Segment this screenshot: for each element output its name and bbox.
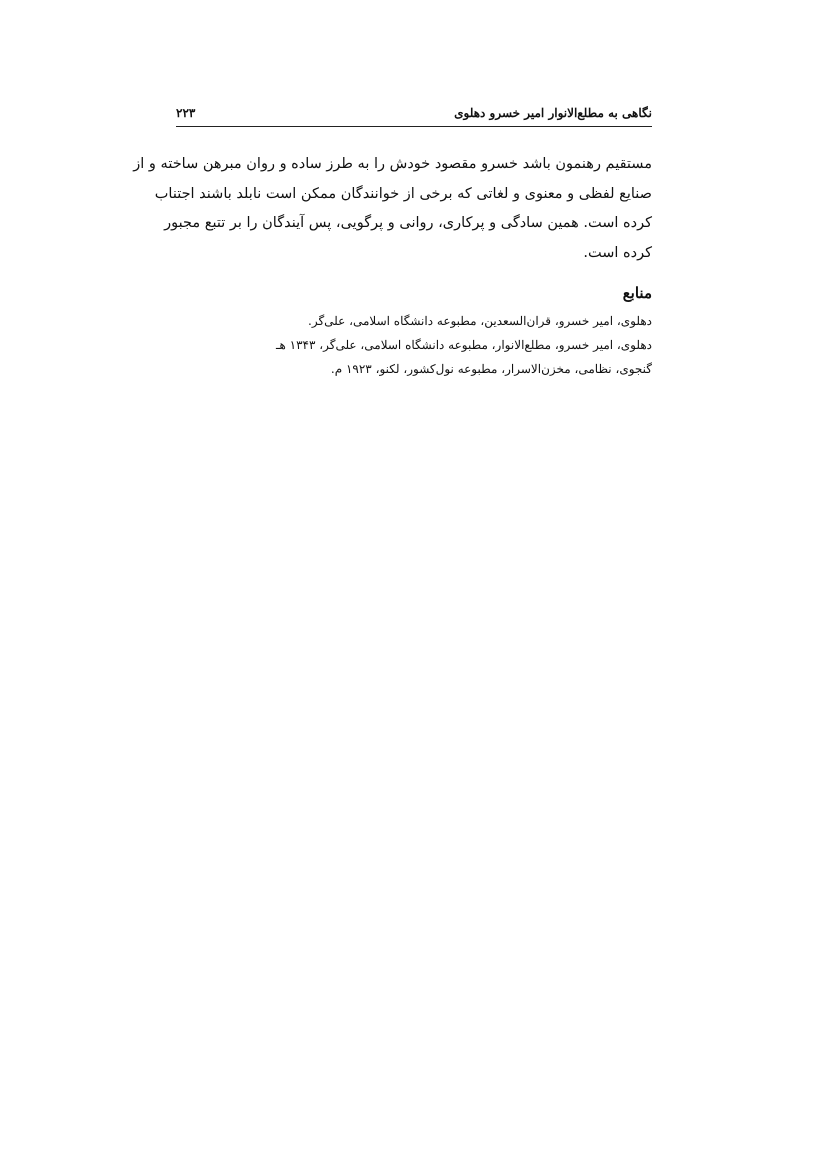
- body-paragraph: [133, 150, 652, 268]
- reference-item: دهلوی، امیر خسرو، قران‌السعدین، مطبوعه دانشگاه اسلامی، علی‌گر.: [308, 314, 652, 328]
- body-line: کرده است.: [583, 244, 652, 261]
- running-header: [176, 104, 652, 127]
- references-heading: منابع: [622, 284, 652, 302]
- reference-item: دهلوی، امیر خسرو، مطلع‌الانوار، مطبوعه دانشگاه اسلامی، علی‌گر، ۱۳۴۳ هـ: [275, 338, 652, 352]
- body-line: مستقیم رهنمون باشد خسرو مقصود خودش را به طرز ساده و روان مبرهن ساخته و از: [133, 156, 652, 172]
- reference-item: گنجوی، نظامی، مخزن‌الاسرار، مطبوعه نول‌کشور، لکنو، ۱۹۲۳ م.: [330, 362, 652, 376]
- running-title: نگاهی به مطلع‌الانوار امیر خسرو دهلوی: [454, 106, 652, 120]
- references-list: [172, 309, 652, 381]
- page-number: ۲۲۳: [176, 106, 196, 120]
- body-line: صنایع لفظی و معنوی و لغاتی که برخی از خوانندگان ممکن است نابلد باشند اجتناب: [154, 185, 652, 202]
- body-line: کرده است. همین سادگی و پرکاری، روانی و پرگویی، پس آیندگان را بر تتبع مجبور: [164, 215, 652, 231]
